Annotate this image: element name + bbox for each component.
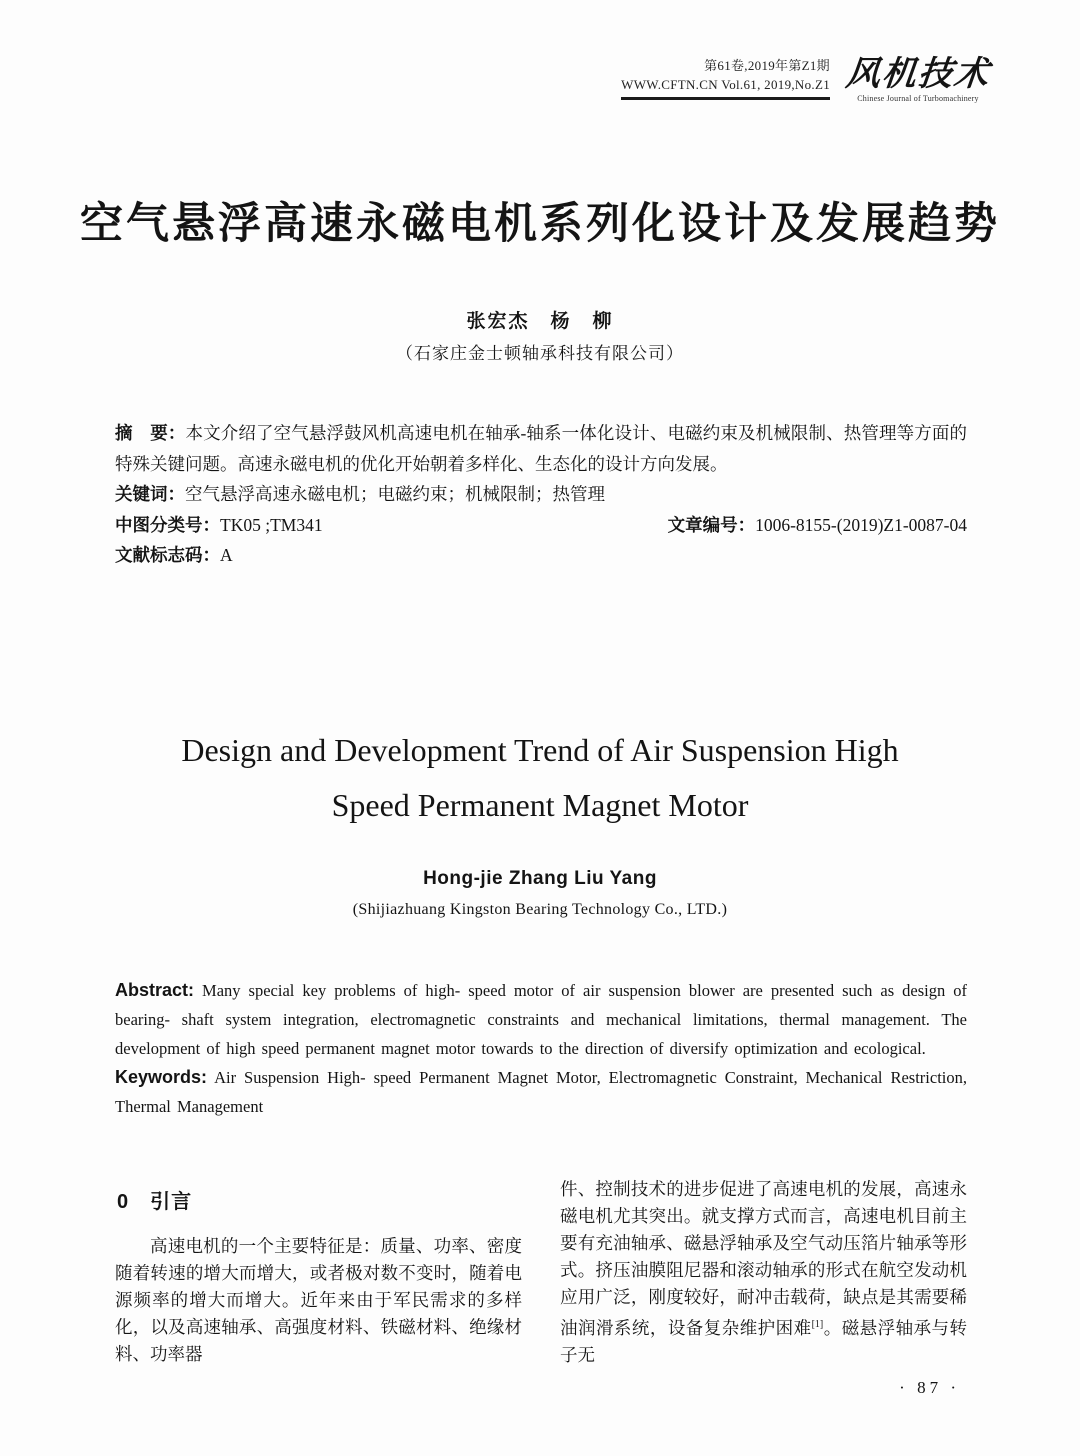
clc-label: 中图分类号： (115, 514, 220, 535)
journal-issue-info (621, 56, 830, 100)
affiliation-cn: （石家庄金士顿轴承科技有限公司） (396, 344, 684, 363)
journal-header (621, 56, 990, 103)
journal-logo-text: 风机技术 (844, 56, 992, 93)
abstract-cn (115, 418, 967, 479)
abstract-cn-label: 摘 要： (115, 423, 186, 443)
document-code (115, 540, 967, 571)
abstract-en-text: Many special key problems of high- speed motor of air suspension blower are presented such as design of bearing- shaft system integration, electromagnetic constraints and mechanical limitations, thermal management. The development of high speed permanent magnet motor towards to the direction of diversify optimization and ecological. (115, 981, 967, 1058)
journal-logo (846, 58, 990, 103)
keywords-cn-label: 关键词： (115, 484, 185, 504)
section-0-heading: 0 引言 (117, 1191, 193, 1213)
keywords-cn (115, 479, 967, 510)
article-id-value: 1006-8155-(2019)Z1-0087-04 (755, 514, 967, 535)
english-meta-block (115, 976, 967, 1121)
classification-row (115, 510, 967, 541)
affiliation-en: (Shijiazhuang Kingston Bearing Technology Co., LTD.) (352, 901, 728, 918)
intro-right-text-1: 件、控制技术的进步促进了高速电机的发展，高速永磁电机尤其突出。就支撑方式而言，高速电机目前主要有充油轴承、磁悬浮轴承及空气动压箔片轴承等形式。挤压油膜阻尼器和滚动轴承的形式在航空发动机应用广泛，刚度较好，耐冲击载荷，缺点是其需要稀油润滑系统，设备复杂维护困难 (560, 1179, 967, 1338)
page-number: · 87 · (899, 1378, 960, 1397)
journal-logo-subtitle: Chinese Journal of Turbomachinery (857, 94, 979, 103)
left-column (115, 1176, 522, 1369)
intro-right-text-2: 。磁悬浮轴承与转子无 (560, 1317, 968, 1365)
document-code-value: A (220, 545, 233, 565)
keywords-en (115, 1063, 967, 1121)
abstract-en (115, 976, 967, 1063)
article-id (668, 510, 967, 541)
clc-value: TK05 ;TM341 (220, 514, 323, 535)
paper-title-cn: 空气悬浮高速永磁电机系列化设计及发展趋势 (80, 200, 1000, 248)
intro-paragraph-left: 高速电机的一个主要特征是：质量、功率、密度随着转速的增大而增大，或者极对数不变时，随着电源频率的增大而增大。近年来由于军民需求的多样化，以及高速轴承、高强度材料、铁磁材料、绝缘材料、功率器 (115, 1236, 522, 1364)
intro-paragraph-right (560, 1176, 967, 1369)
document-code-label: 文献标志码： (115, 545, 220, 565)
chinese-meta-block (115, 418, 967, 571)
paper-title-en-line1: Design and Development Trend of Air Suspension High (181, 732, 899, 768)
clc-number (115, 510, 323, 541)
issue-volume-line: 第61卷,2019年第Z1期 (704, 58, 830, 73)
citation-1: [1] (811, 1319, 824, 1330)
article-id-label: 文章编号： (667, 514, 756, 535)
paper-title-en-line2: Speed Permanent Magnet Motor (331, 787, 749, 823)
authors-en: Hong-jie Zhang Liu Yang (423, 868, 657, 889)
keywords-cn-text: 空气悬浮高速永磁电机；电磁约束；机械限制；热管理 (185, 484, 605, 504)
keywords-en-text: Air Suspension High- speed Permanent Magnet Motor, Electromagnetic Constraint, Mechanical Restriction, Thermal Management (115, 1068, 967, 1116)
right-column (560, 1176, 967, 1369)
abstract-cn-text: 本文介绍了空气悬浮鼓风机高速电机在轴承-轴系一体化设计、电磁约束及机械限制、热管理等方面的特殊关键问题。高速永磁电机的优化开始朝着多样化、生态化的设计方向发展。 (115, 423, 967, 474)
paper-title-en (0, 723, 1080, 833)
issue-url-line: WWW.CFTN.CN Vol.61, 2019,No.Z1 (621, 77, 830, 92)
keywords-en-label: Keywords: (115, 1067, 208, 1087)
authors-cn: 张宏杰 杨 柳 (466, 311, 614, 332)
body-columns (115, 1176, 967, 1369)
abstract-en-label: Abstract: (115, 980, 195, 1000)
